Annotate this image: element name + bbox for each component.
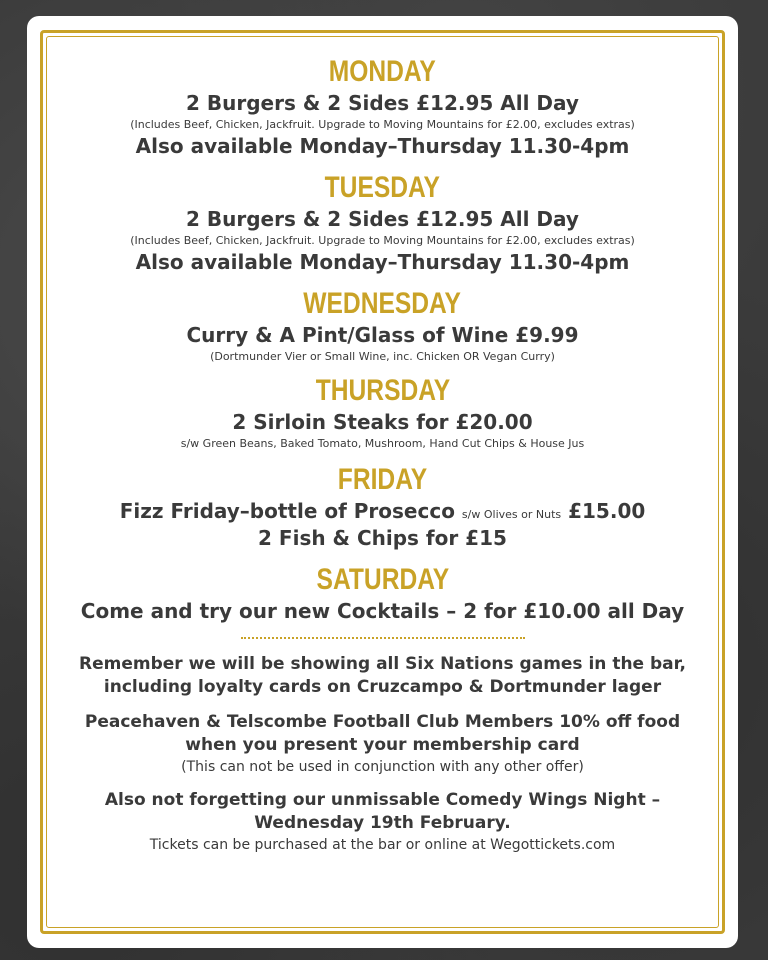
- comedy-line-2: Wednesday 19th February.: [254, 813, 511, 833]
- club-line-2: when you present your membership card: [185, 735, 580, 755]
- friday-offer-b: 2 Fish & Chips for £15: [258, 526, 507, 550]
- thursday-note: s/w Green Beans, Baked Tomato, Mushroom, Hand Cut Chips & House Jus: [180, 437, 585, 450]
- saturday-offer: Come and try our new Cocktails – 2 for £10.00 all Day: [80, 599, 685, 623]
- saturday-section: [27, 562, 738, 625]
- friday-offer-a: Fizz Friday–bottle of Prosecco: [119, 499, 455, 523]
- friday-offer-prosecco: [27, 498, 738, 525]
- monday-also: Also available Monday–Thursday 11.30-4pm: [135, 134, 630, 158]
- thursday-section: [27, 373, 738, 452]
- club-note: (This can not be used in conjunction with any other offer): [181, 759, 584, 775]
- day-heading-saturday: SATURDAY: [316, 563, 449, 596]
- wednesday-section: [27, 286, 738, 365]
- monday-section: [27, 54, 738, 160]
- monday-offer: 2 Burgers & 2 Sides £12.95 All Day: [186, 91, 579, 115]
- dotted-divider: [241, 637, 525, 639]
- thursday-offer: 2 Sirloin Steaks for £20.00: [232, 410, 533, 434]
- friday-offer-a-price: £15.00: [568, 499, 646, 523]
- tuesday-section: [27, 170, 738, 276]
- day-heading-wednesday: WEDNESDAY: [303, 287, 462, 320]
- friday-section: [27, 462, 738, 552]
- six-nations-line-2: including loyalty cards on Cruzcampo & Dortmunder lager: [103, 677, 662, 697]
- comedy-notice: [27, 789, 738, 855]
- menu-card: [27, 16, 738, 948]
- six-nations-line-1: Remember we will be showing all Six Nations games in the bar,: [79, 654, 686, 674]
- wednesday-note: (Dortmunder Vier or Small Wine, inc. Chicken OR Vegan Curry): [210, 350, 555, 363]
- day-heading-monday: MONDAY: [328, 55, 437, 88]
- tuesday-offer: 2 Burgers & 2 Sides £12.95 All Day: [186, 207, 579, 231]
- day-heading-thursday: THURSDAY: [315, 374, 450, 407]
- wednesday-offer: Curry & A Pint/Glass of Wine £9.99: [186, 323, 579, 347]
- tuesday-note: (Includes Beef, Chicken, Jackfruit. Upgrade to Moving Mountains for £2.00, excludes extras): [130, 234, 635, 247]
- menu-content: [27, 54, 738, 855]
- six-nations-notice: [27, 653, 738, 699]
- monday-note: (Includes Beef, Chicken, Jackfruit. Upgrade to Moving Mountains for £2.00, excludes extras): [130, 118, 635, 131]
- club-line-1: Peacehaven & Telscombe Football Club Members 10% off food: [84, 712, 681, 732]
- club-notice: [27, 711, 738, 777]
- comedy-note: Tickets can be purchased at the bar or online at Wegottickets.com: [149, 837, 616, 853]
- day-heading-friday: FRIDAY: [337, 463, 428, 496]
- comedy-line-1: Also not forgetting our unmissable Comedy Wings Night –: [104, 790, 661, 810]
- tuesday-also: Also available Monday–Thursday 11.30-4pm: [135, 250, 630, 274]
- day-heading-tuesday: TUESDAY: [324, 171, 441, 204]
- friday-offer-a-note: s/w Olives or Nuts: [461, 508, 562, 521]
